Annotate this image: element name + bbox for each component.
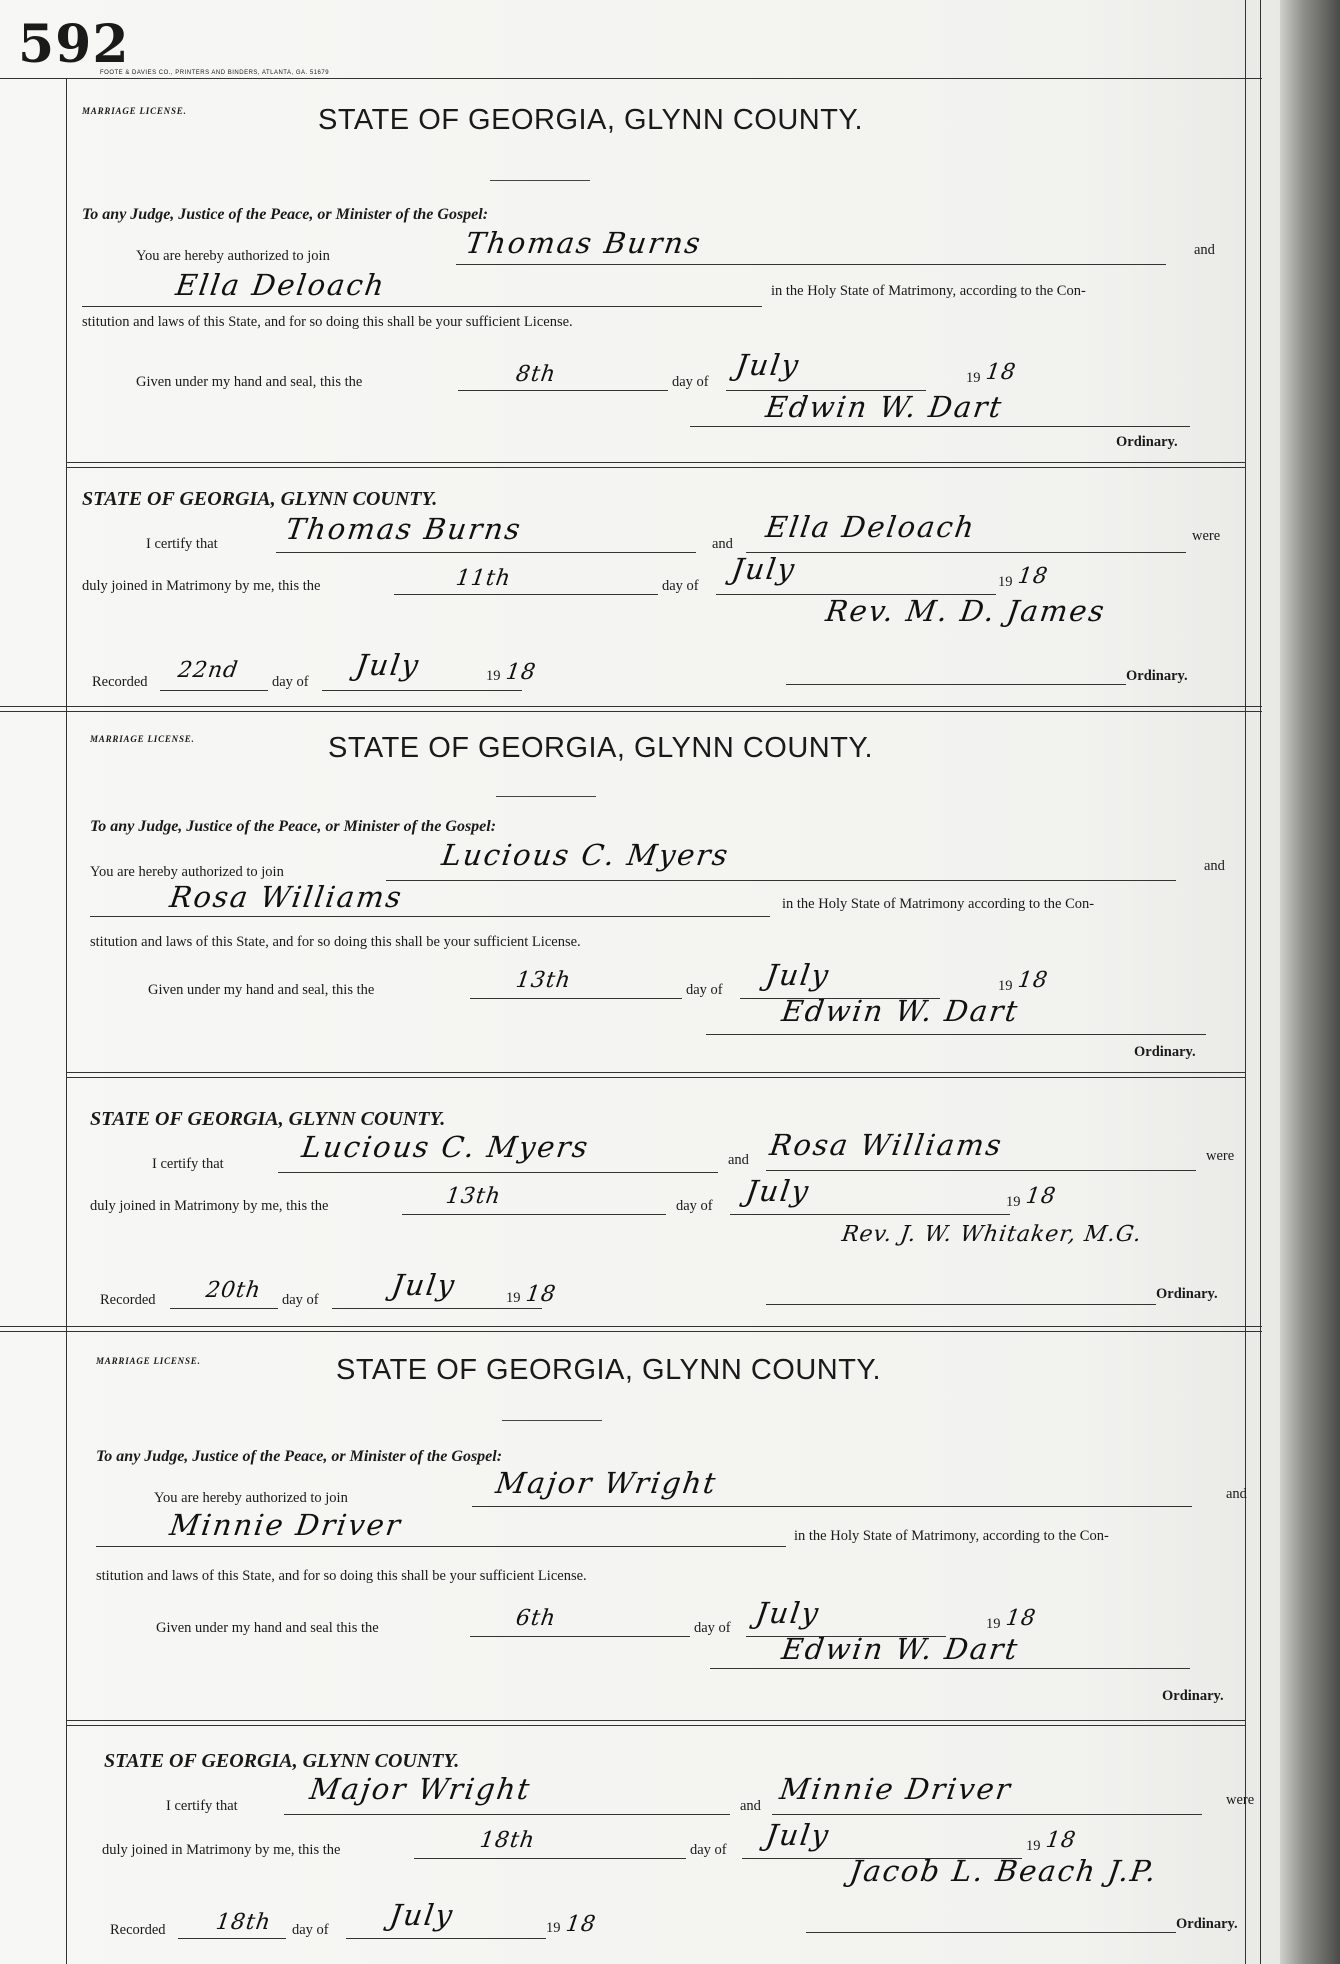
license-day: 8th — [514, 362, 558, 387]
license-heading: STATE OF GEORGIA, GLYNN COUNTY. — [336, 1354, 882, 1386]
ordinary-sign-line — [690, 426, 1190, 427]
officiant-signature: Rev. J. W. Whitaker, M.G. — [840, 1222, 1144, 1247]
recorded-month: July — [353, 648, 423, 682]
year-prefix: 19 — [966, 370, 981, 386]
page-number: 592 — [18, 14, 130, 75]
bride-line — [82, 306, 762, 307]
ordinary-signature: Edwin W. Dart — [763, 390, 1006, 424]
license-month: July — [753, 1596, 823, 1630]
married-month: July — [743, 1174, 813, 1208]
heading-rule — [490, 180, 590, 181]
cert-day-of: day of — [676, 1198, 713, 1214]
holy-state-text: in the Holy State of Matrimony according to the Con- — [782, 896, 1095, 912]
authorized-text: You are hereby authorized to join — [154, 1490, 348, 1506]
certify-text: I certify that — [152, 1156, 224, 1172]
cert-groom: Lucious C. Myers — [299, 1130, 592, 1164]
bride-line — [90, 916, 770, 917]
license-address: To any Judge, Justice of the Peace, or Minister of the Gospel: — [82, 206, 489, 223]
license-heading: STATE OF GEORGIA, GLYNN COUNTY. — [318, 104, 864, 136]
recorded-day-line — [170, 1308, 278, 1309]
recorded-day-of: day of — [292, 1922, 329, 1938]
given-text: Given under my hand and seal, this the — [148, 982, 375, 998]
married-year: 18 — [1016, 564, 1050, 589]
recorded-day-of: day of — [272, 674, 309, 690]
recorded-day: 22nd — [176, 658, 241, 683]
cert-year-prefix: 19 — [1026, 1838, 1041, 1854]
cert-day-of: day of — [662, 578, 699, 594]
day-of-text: day of — [672, 374, 709, 390]
cert-day-of: day of — [690, 1842, 727, 1858]
married-day: 13th — [444, 1184, 503, 1209]
cert-and: and — [728, 1152, 749, 1168]
bride-line — [96, 1546, 786, 1547]
holy-state-text: in the Holy State of Matrimony, according to the Con- — [771, 283, 1086, 299]
recorded-day: 18th — [214, 1910, 273, 1935]
married-day-line — [402, 1214, 666, 1215]
recorded-year: 18 — [564, 1912, 598, 1937]
constitution-text: stitution and laws of this State, and for so doing this shall be your sufficient License. — [96, 1568, 587, 1584]
recorded-year: 18 — [504, 660, 538, 685]
and-text: and — [1204, 858, 1225, 874]
certificate-heading: STATE OF GEORGIA, GLYNN COUNTY. — [82, 488, 438, 510]
were-text: were — [1192, 528, 1221, 544]
printer-imprint: FOOTE & DAVIES CO., PRINTERS AND BINDERS, ATLANTA, GA. 51679 — [100, 70, 330, 76]
cert-groom: Major Wright — [307, 1772, 534, 1806]
recorded-day-of: day of — [282, 1292, 319, 1308]
duly-text: duly joined in Matrimony by me, this the — [90, 1198, 329, 1214]
recorded-month-line — [346, 1938, 546, 1939]
married-year: 18 — [1044, 1828, 1078, 1853]
ordinary-signature: Edwin W. Dart — [779, 994, 1022, 1028]
recorded-month-line — [332, 1308, 542, 1309]
recorded-text: Recorded — [100, 1292, 156, 1308]
section-divider — [66, 462, 1246, 468]
section-divider — [66, 1072, 1246, 1078]
groom-line — [386, 880, 1176, 881]
license-month: July — [763, 958, 833, 992]
bride-name: Minnie Driver — [167, 1508, 405, 1542]
recorded-text: Recorded — [92, 674, 148, 690]
given-text: Given under my hand and seal, this the — [136, 374, 363, 390]
cert-and: and — [740, 1798, 761, 1814]
record-1 — [66, 78, 1246, 710]
recorded-day-line — [160, 690, 268, 691]
recorded-ordinary-label: Ordinary. — [1156, 1286, 1218, 1302]
license-heading: STATE OF GEORGIA, GLYNN COUNTY. — [328, 732, 874, 764]
day-of-text: day of — [694, 1620, 731, 1636]
given-text: Given under my hand and seal this the — [156, 1620, 379, 1636]
license-address: To any Judge, Justice of the Peace, or Minister of the Gospel: — [96, 1448, 503, 1465]
ordinary-label: Ordinary. — [1116, 434, 1178, 450]
year-prefix: 19 — [998, 978, 1013, 994]
record-3 — [66, 1332, 1255, 1964]
right-margin-rule-outer — [1260, 0, 1261, 1964]
recorded-ordinary-line — [786, 684, 1126, 685]
cert-year-prefix: 19 — [1006, 1194, 1021, 1210]
cert-and: and — [712, 536, 733, 552]
recorded-ordinary-label: Ordinary. — [1126, 668, 1188, 684]
license-day: 6th — [514, 1606, 558, 1631]
recorded-day-line — [178, 1938, 286, 1939]
ordinary-label: Ordinary. — [1162, 1688, 1224, 1704]
duly-text: duly joined in Matrimony by me, this the — [102, 1842, 341, 1858]
married-month: July — [729, 552, 799, 586]
year-prefix: 19 — [986, 1616, 1001, 1632]
married-day: 18th — [478, 1828, 537, 1853]
cert-bride-line — [766, 1170, 1196, 1171]
cert-bride: Ella Deloach — [763, 510, 978, 544]
groom-name: Major Wright — [493, 1466, 720, 1500]
license-tag: MARRIAGE LICENSE. — [90, 734, 195, 744]
ordinary-label: Ordinary. — [1134, 1044, 1196, 1060]
recorded-month: July — [387, 1898, 457, 1932]
cert-year-prefix: 19 — [998, 574, 1013, 590]
bride-name: Rosa Williams — [167, 880, 406, 914]
license-day-line — [458, 390, 668, 391]
ordinary-sign-line — [706, 1034, 1206, 1035]
recorded-month-line — [322, 690, 522, 691]
book-gutter — [1280, 0, 1340, 1964]
married-month: July — [763, 1818, 833, 1852]
heading-rule — [496, 796, 596, 797]
groom-name: Lucious C. Myers — [439, 838, 732, 872]
heading-rule — [502, 1420, 602, 1421]
recorded-year-prefix: 19 — [546, 1920, 561, 1936]
record-2 — [66, 712, 1246, 1324]
constitution-text: stitution and laws of this State, and for so doing this shall be your sufficient License. — [82, 314, 573, 330]
certificate-heading: STATE OF GEORGIA, GLYNN COUNTY. — [104, 1750, 460, 1772]
married-day-line — [414, 1858, 686, 1859]
were-text: were — [1206, 1148, 1235, 1164]
day-of-text: day of — [686, 982, 723, 998]
authorized-text: You are hereby authorized to join — [90, 864, 284, 880]
license-year: 18 — [984, 360, 1018, 385]
ordinary-signature: Edwin W. Dart — [779, 1632, 1022, 1666]
recorded-month: July — [389, 1268, 459, 1302]
cert-groom-line — [278, 1172, 718, 1173]
recorded-year: 18 — [524, 1282, 558, 1307]
section-divider — [66, 1720, 1246, 1726]
license-month: July — [733, 348, 803, 382]
officiant-signature: Jacob L. Beach J.P. — [847, 1854, 1160, 1888]
recorded-year-prefix: 19 — [486, 668, 501, 684]
certificate-heading: STATE OF GEORGIA, GLYNN COUNTY. — [90, 1108, 446, 1130]
license-day-line — [470, 1636, 690, 1637]
groom-line — [472, 1506, 1192, 1507]
recorded-ordinary-label: Ordinary. — [1176, 1916, 1238, 1932]
officiant-signature: Rev. M. D. James — [823, 594, 1109, 628]
recorded-ordinary-line — [806, 1932, 1176, 1933]
certify-text: I certify that — [146, 536, 218, 552]
holy-state-text: in the Holy State of Matrimony, according to the Con- — [794, 1528, 1109, 1544]
bride-name: Ella Deloach — [173, 268, 388, 302]
cert-groom: Thomas Burns — [283, 512, 525, 546]
were-text: were — [1226, 1792, 1255, 1808]
constitution-text: stitution and laws of this State, and for so doing this shall be your sufficient License. — [90, 934, 581, 950]
cert-groom-line — [276, 552, 696, 553]
groom-name: Thomas Burns — [463, 226, 705, 260]
authorized-text: You are hereby authorized to join — [136, 248, 330, 264]
certify-text: I certify that — [166, 1798, 238, 1814]
ordinary-sign-line — [710, 1668, 1190, 1669]
duly-text: duly joined in Matrimony by me, this the — [82, 578, 321, 594]
cert-bride: Minnie Driver — [777, 1772, 1015, 1806]
recorded-ordinary-line — [766, 1304, 1156, 1305]
license-tag: MARRIAGE LICENSE. — [96, 1356, 201, 1366]
license-day-line — [470, 998, 682, 999]
cert-groom-line — [284, 1814, 730, 1815]
recorded-year-prefix: 19 — [506, 1290, 521, 1306]
and-text: and — [1226, 1486, 1247, 1502]
married-day-line — [394, 594, 658, 595]
married-day: 11th — [454, 566, 513, 591]
license-year: 18 — [1004, 1606, 1038, 1631]
and-text: and — [1194, 242, 1215, 258]
license-day: 13th — [514, 968, 573, 993]
recorded-day: 20th — [204, 1278, 263, 1303]
license-tag: MARRIAGE LICENSE. — [82, 106, 187, 116]
cert-bride: Rosa Williams — [767, 1128, 1006, 1162]
recorded-text: Recorded — [110, 1922, 166, 1938]
license-address: To any Judge, Justice of the Peace, or Minister of the Gospel: — [90, 818, 497, 835]
married-month-line — [730, 1214, 1010, 1215]
cert-bride-line — [772, 1814, 1202, 1815]
license-year: 18 — [1016, 968, 1050, 993]
groom-line — [456, 264, 1166, 265]
cert-bride-line — [746, 552, 1186, 553]
married-year: 18 — [1024, 1184, 1058, 1209]
